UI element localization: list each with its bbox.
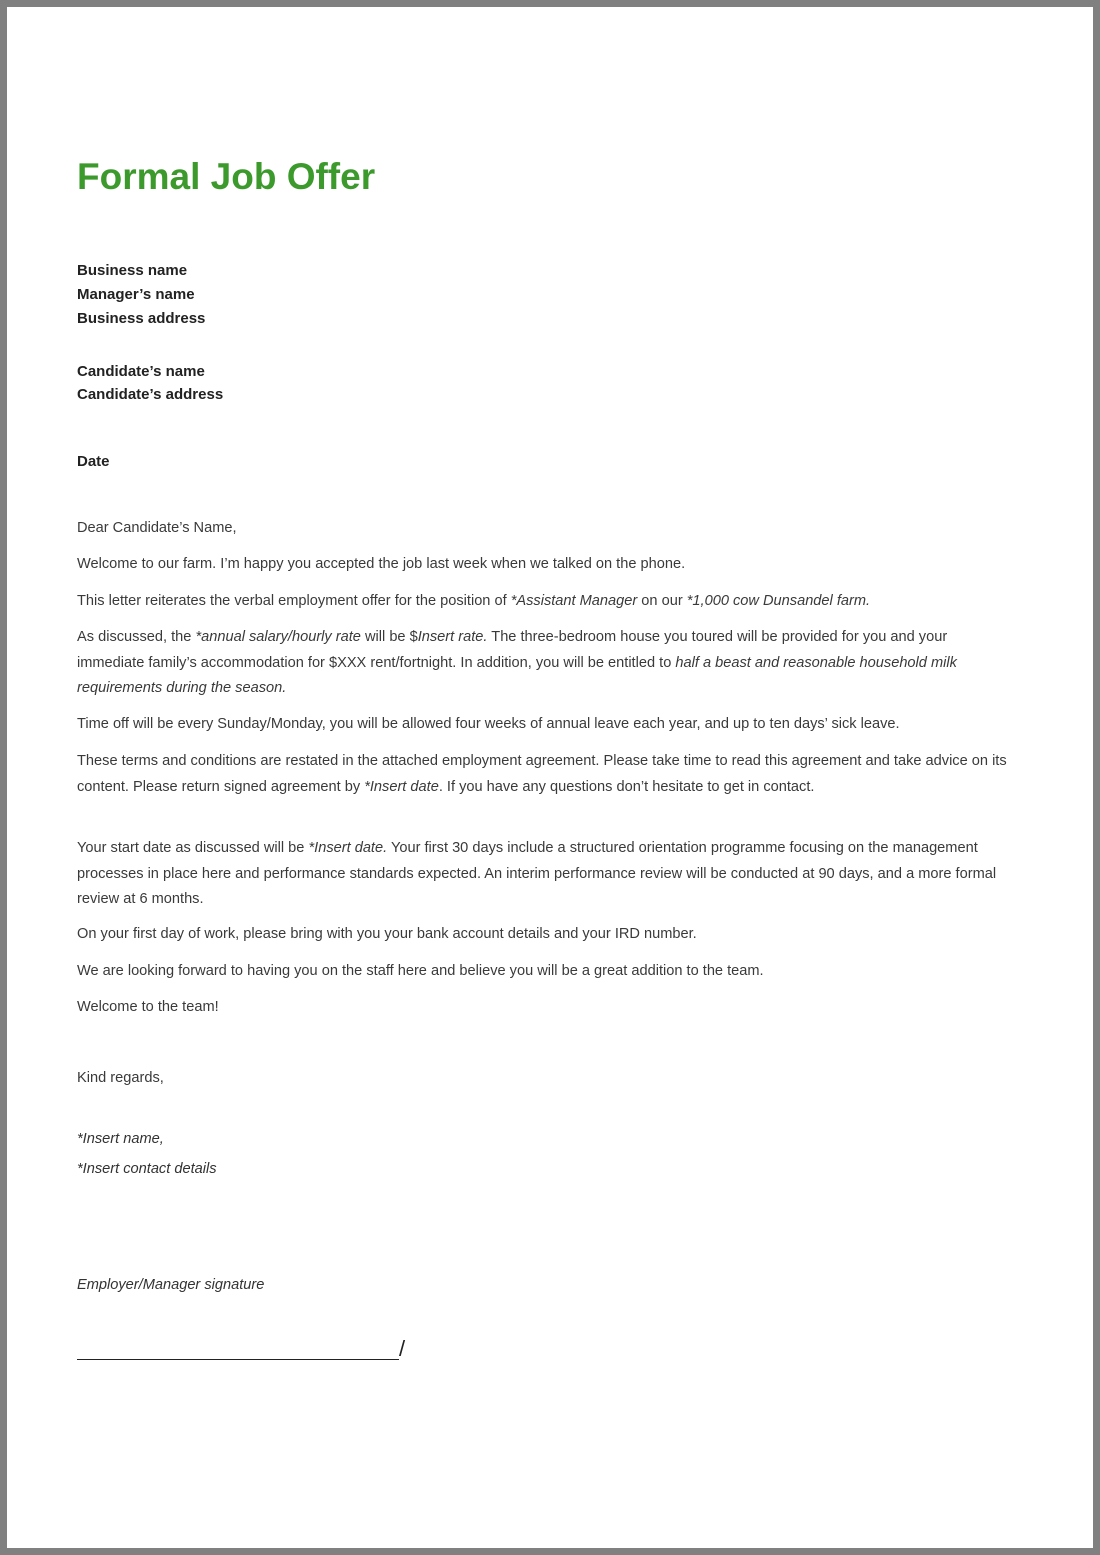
paragraph-terms: These terms and conditions are restated in the attached employment agreement. Please take time to read this agreement and take advice on its content. Please return signed agreement by *Insert date. If you have any questions don’t hesitate to get in contact. [77, 753, 1007, 795]
signer-contact: *Insert contact details [77, 1161, 217, 1177]
signature-line [77, 1337, 399, 1360]
paragraph-welcome: Welcome to our farm. I’m happy you accepted the job last week when we talked on the phone. [77, 556, 686, 572]
paragraph-welcome-team: Welcome to the team! [77, 999, 219, 1015]
signer-name: *Insert name, [77, 1131, 164, 1147]
date-label: Date [77, 453, 110, 470]
candidate-name: Candidate’s name [77, 363, 205, 380]
signature-label: Employer/Manager signature [77, 1277, 265, 1293]
paragraph-looking-forward: We are looking forward to having you on the staff here and believe you will be a great addition to the team. [77, 963, 764, 979]
manager-name: Manager’s name [77, 286, 195, 303]
paragraph-first-day: On your first day of work, please bring with you your bank account details and your IRD number. [77, 926, 697, 942]
signature-date-separator: / [399, 1336, 406, 1361]
business-name: Business name [77, 262, 188, 279]
paragraph-start-date: Your start date as discussed will be *Insert date. Your first 30 days include a structured orientation programme focusing on the management processes in place here and performance standards expected. An interim performance review will be conducted at 90 days, and a more formal review at 6 months. [77, 840, 997, 907]
candidate-address: Candidate’s address [77, 386, 224, 403]
paragraph-position: This letter reiterates the verbal employment offer for the position of *Assistant Manager on our *1,000 cow Dunsandel farm. [77, 593, 871, 609]
page-title: Formal Job Offer [77, 156, 376, 197]
salutation: Dear Candidate’s Name, [77, 520, 237, 536]
closing: Kind regards, [77, 1070, 164, 1086]
business-address: Business address [77, 310, 206, 327]
paragraph-time-off: Time off will be every Sunday/Monday, you will be allowed four weeks of annual leave each year, and up to ten days’ sick leave. [77, 716, 900, 732]
paragraph-pay: As discussed, the *annual salary/hourly rate will be $Insert rate. The three-bedroom house you toured will be provided for you and your immediate family’s accommodation for $XXX rent/fortnight. In addition, you will be entitled to half a beast and reasonable household milk requirements during the season. [77, 629, 957, 696]
